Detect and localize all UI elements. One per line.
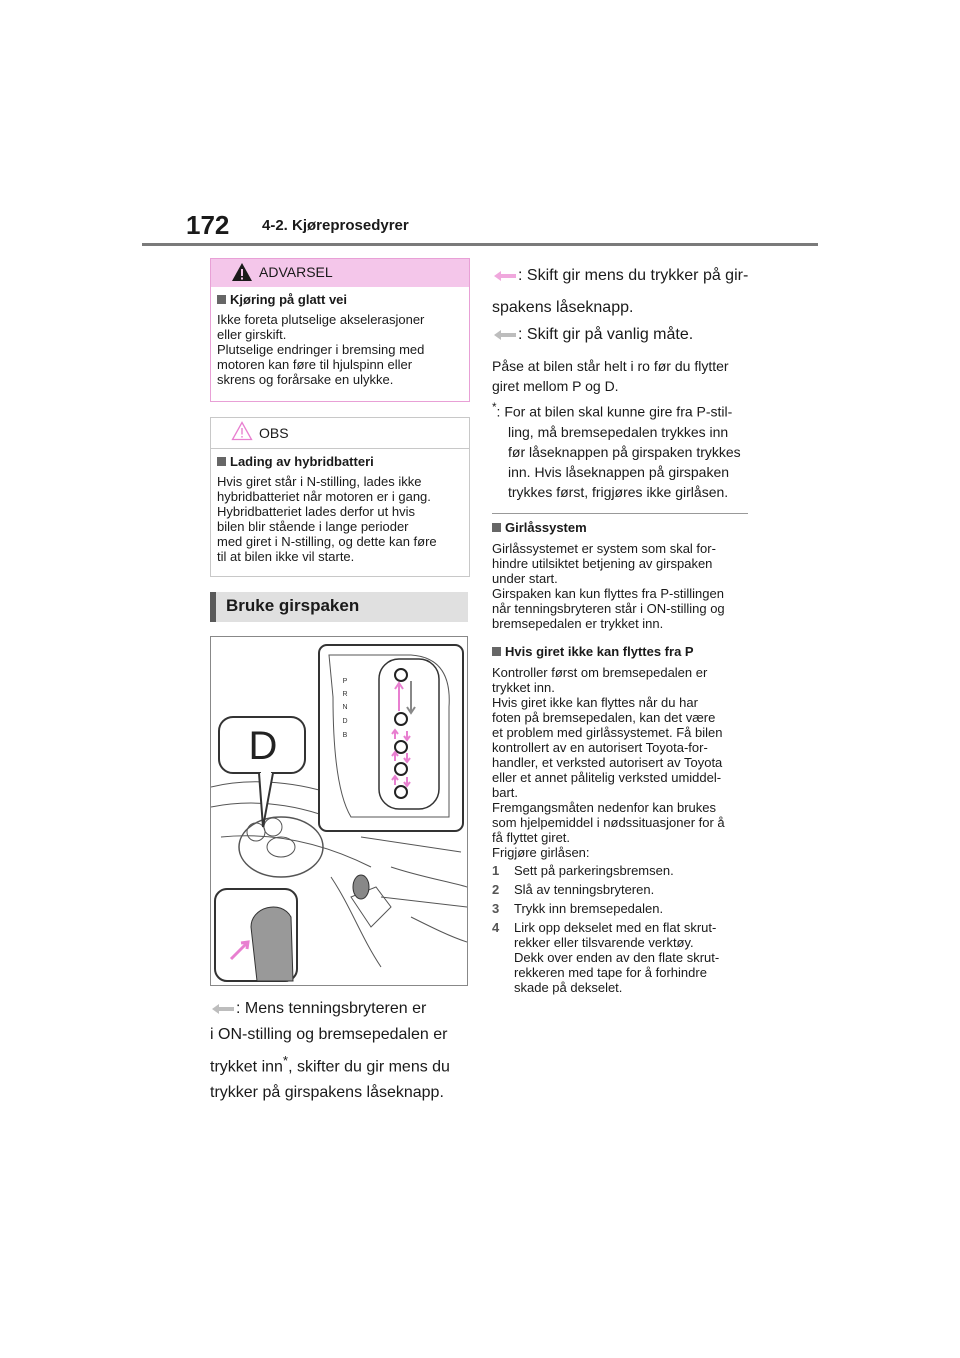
warning-icon — [231, 262, 253, 282]
girlas-section: Girlåssystem Girlåssystemet er system som skal for- hindre utilsiktet betjening av girspaken under start. Girspaken kan kun flyttes fra P-stillingen når tenningsbryteren står i ON-stilling og bremsepedalen er trykket inn. — [492, 520, 725, 631]
notice-heading: Lading av hybridbatteri — [230, 454, 374, 469]
grey-arrow-icon — [210, 1003, 236, 1015]
step-1: 1 Sett på parkeringsbremsen. — [492, 863, 674, 878]
bullet-square-icon — [217, 295, 226, 304]
warning-heading: Kjøring på glatt vei — [230, 292, 348, 307]
divider-rule — [492, 513, 748, 514]
warning-box — [210, 258, 470, 402]
footnote: *: For at bilen skal kunne gire fra P-stil- ling, må bremsepedalen trykkes inn før låseknappen på girspaken trykkes inn. Hvis låseknappen på girspaken trykkes først, frigjøres ikke girlåsen. — [492, 401, 741, 500]
gear-shift-drawing — [211, 637, 467, 985]
gate-letter-r: R — [342, 691, 348, 698]
header-rule — [142, 243, 818, 246]
notice-header — [211, 418, 469, 449]
note-stop: Påse at bilen står helt i ro før du flytter giret mellom P og D. — [492, 358, 729, 394]
figure-caption: : Mens tenningsbryteren er i ON-stilling og bremsepedalen er trykket inn*, skifter du gir mens du trykker på girspakens låseknapp. — [210, 1000, 450, 1102]
section-title: 4-2. Kjøreprosedyrer — [262, 217, 409, 234]
page-number: 172 — [186, 210, 230, 240]
grey-arrow-icon — [492, 329, 518, 341]
gate-letter-b: B — [342, 732, 348, 739]
bullet-square-icon — [492, 523, 501, 532]
notice-box — [210, 417, 470, 577]
notice-text: Hvis giret står i N-stilling, lades ikke hybridbatteriet når motoren er i gang. Hybridbatteriet lades derfor ut hvis bilen blir stående i lange perioder med giret i N-stilling, og dette kan føre til at bilen ikke vil starte. — [217, 474, 437, 564]
legend-pink-arrow: : Skift gir mens du trykker på gir- spakens låseknapp. — [492, 267, 749, 316]
warning-text: Ikke foreta plutselige akselerasjoner eller girskift. Plutselige endringer i bremsing med motoren kan føre til hjulspinn eller skrens og forårsake en ulykke. — [217, 312, 425, 387]
pink-arrow-icon — [492, 270, 518, 282]
girlas-heading: Girlåssystem — [505, 520, 587, 535]
p-release-heading: Hvis giret ikke kan flyttes fra P — [505, 644, 694, 659]
gate-letter-d: D — [342, 718, 348, 725]
step-2: 2 Slå av tenningsbryteren. — [492, 882, 655, 897]
legend-grey-arrow: : Skift gir på vanlig måte. — [492, 322, 752, 348]
section-heading: Bruke girspaken — [226, 596, 360, 615]
gear-shift-illustration — [210, 636, 468, 986]
step-4: 4 Lirk opp dekselet med en flat skrut- rekker eller tilsvarende verktøy. Dekk over enden av den flate skrut- rekkeren med tape for å forhindre skade på dekselet. — [492, 920, 720, 995]
warning-label: ADVARSEL — [259, 264, 333, 280]
step-3: 3 Trykk inn bremsepedalen. — [492, 901, 664, 916]
p-release-section: Hvis giret ikke kan flyttes fra P Kontroller først om bremsepedalen er trykket inn. Hvis giret ikke kan flyttes når du har foten på bremsepedalen, kan det være et problem med girlåssystemet. Få bilen kontrollert av en autorisert Toyota-for- handler, et verksted autorisert av Toyota eller et annet pålitelig verksted umiddel- bart. Fremgangsmåten nedenfor kan brukes som hjelpemiddel i nødssituasjoner for å få flyttet giret. Frigjøre girlåsen: 1 Sett på parkeringsbremsen. 2 Slå av tenningsbryteren. 3 Trykk inn bremsepedalen. 4 Lirk opp dekselet med en flat skrut- rekker eller tilsvarende verktøy. Dekk over enden av den flate skrut- rekkeren med tape for å forhindre skade på dekselet. — [492, 644, 752, 995]
gate-letter-p: P — [342, 678, 348, 685]
notice-label: OBS — [259, 425, 289, 441]
bullet-square-icon — [492, 647, 501, 656]
caution-icon — [231, 421, 253, 441]
callout-gear-letter: D — [248, 724, 278, 768]
warning-header — [211, 259, 469, 287]
bullet-square-icon — [217, 457, 226, 466]
gate-letter-n: N — [342, 704, 348, 711]
section-heading-bar — [210, 592, 468, 622]
